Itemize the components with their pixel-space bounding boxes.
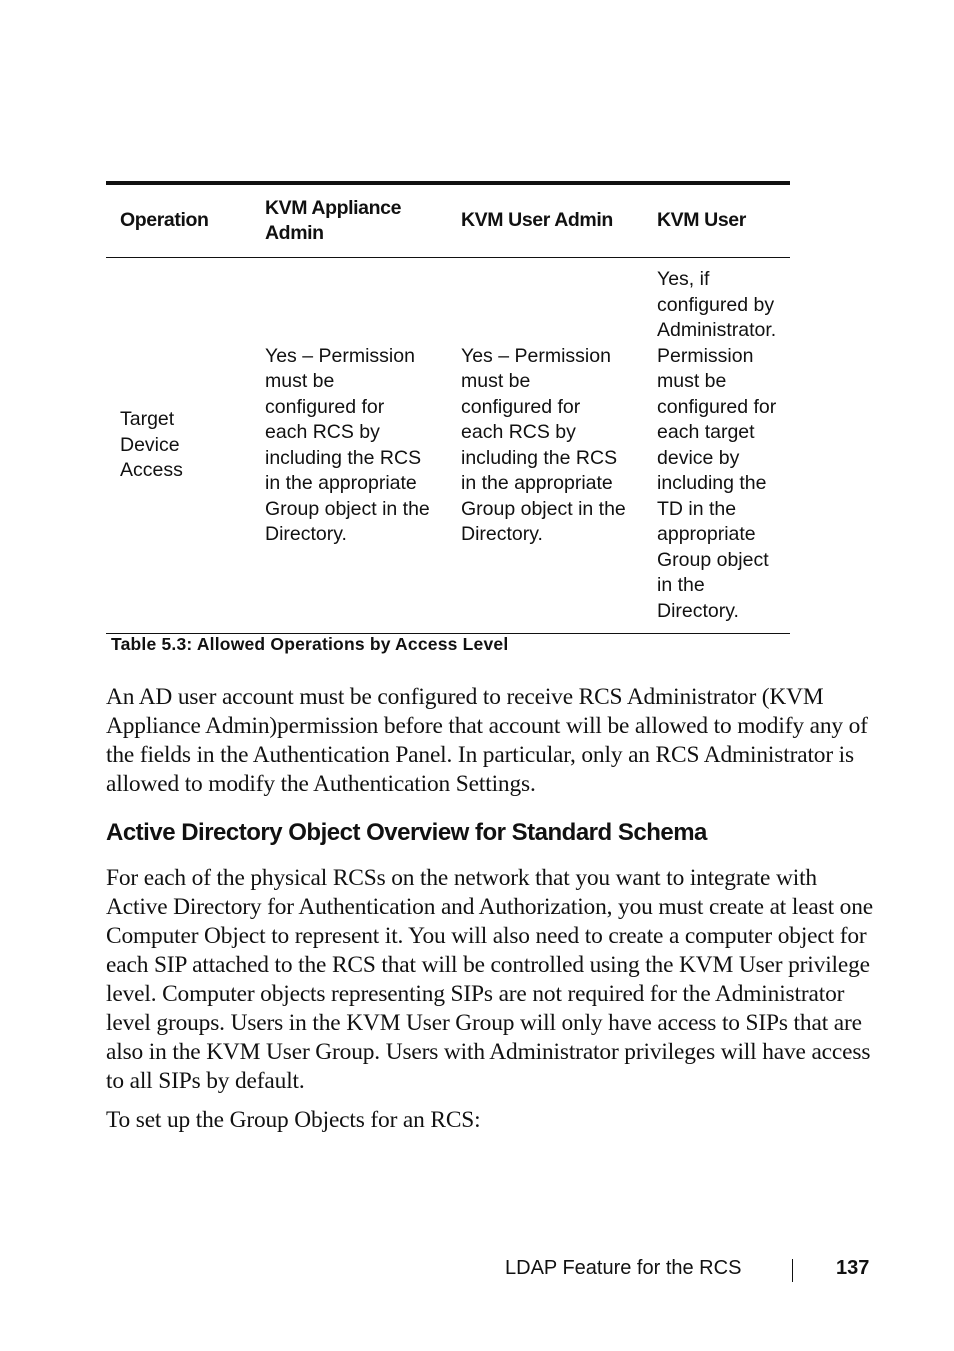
table-caption: Table 5.3: Allowed Operations by Access Level bbox=[111, 634, 509, 654]
body-paragraph-ad-account: An AD user account must be configured to receive RCS Administrator (KVM Appliance Admin)permission before that account will be allowed to modify any of the fields in the Authentication Panel. In particular, only an RCS Administrator is allowed to modify the Authentication Settings. bbox=[106, 684, 868, 797]
body-paragraph-object-overview: For each of the physical RCSs on the network that you want to integrate with Active Directory for Authentication and Authorization, you must create at least one Computer Object to represent it. You will also need to create a computer object for each SIP attached to the RCS that will be controlled using the KVM User privilege level. Computer objects representing SIPs are not required for the Administrator level groups. Users in the KVM User Group will only have access to SIPs that are also in the KVM User Group. Users with Administrator privileges will have access to all SIPs by default. bbox=[106, 865, 873, 1094]
cell-kvm-appliance-admin: Yes – Permission must be configured for each RCS by including the RCS in the appropriate Group object in the Directory. bbox=[265, 344, 430, 545]
section-heading: Active Directory Object Overview for Standard Schema bbox=[106, 819, 707, 846]
footer-page-number: 137 bbox=[836, 1257, 870, 1279]
footer-chapter-title: LDAP Feature for the RCS bbox=[505, 1257, 742, 1279]
footer-separator bbox=[792, 1259, 793, 1282]
cell-kvm-user: Yes, if configured by Administrator. Permission must be configured for each target device by including the TD in the appropriate Group object in the Directory. bbox=[657, 268, 777, 622]
access-level-table bbox=[106, 181, 790, 634]
body-paragraph-setup-intro: To set up the Group Objects for an RCS: bbox=[106, 1107, 481, 1133]
header-kvm-user-admin: KVM User Admin bbox=[461, 209, 613, 232]
cell-kvm-user-admin: Yes – Permission must be configured for each RCS by including the RCS in the appropriate Group object in the Directory. bbox=[461, 344, 626, 545]
cell-operation: Target Device Access bbox=[120, 408, 183, 482]
table-header-row bbox=[106, 185, 790, 257]
header-kvm-appliance-admin: KVM Appliance Admin bbox=[265, 196, 402, 244]
header-operation: Operation bbox=[120, 209, 209, 232]
header-kvm-user: KVM User bbox=[657, 209, 746, 232]
table-row bbox=[106, 258, 790, 633]
